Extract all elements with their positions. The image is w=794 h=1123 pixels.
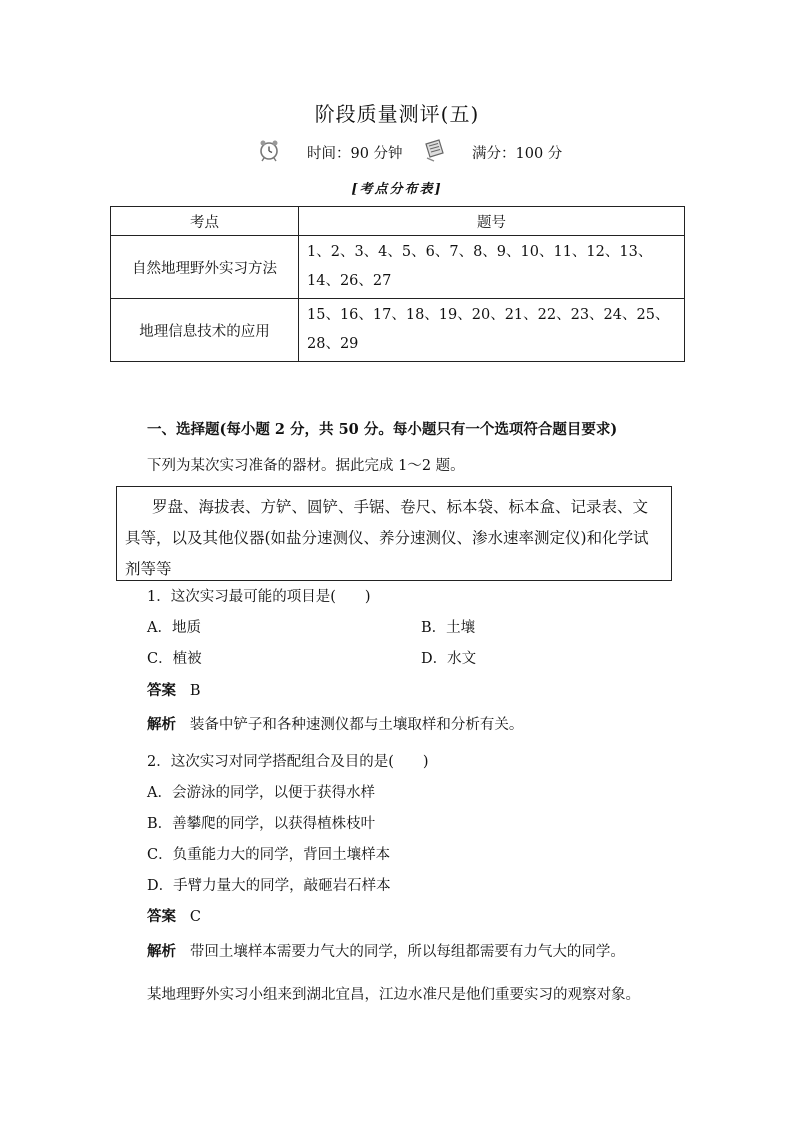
table-cell-numbers: 1、2、3、4、5、6、7、8、9、10、11、12、13、14、26、27	[299, 236, 685, 299]
material-box	[116, 486, 672, 581]
analysis-text: 装备中铲子和各种速测仪都与土壤取样和分析有关。	[189, 717, 524, 733]
q1-option-c: C．植被	[147, 651, 202, 667]
answer-value: C	[189, 909, 201, 925]
answer-label: 答案	[147, 682, 176, 699]
page-title: 阶段质量测评(五)	[314, 102, 480, 126]
q1-analysis	[147, 713, 523, 734]
table-cell-topic: 自然地理野外实习方法	[111, 236, 299, 299]
section-heading: 一、选择题(每小题 2 分，共 50 分。每小题只有一个选项符合题目要求)	[147, 421, 618, 438]
question-1-stem: 1．这次实习最可能的项目是( )	[147, 589, 371, 605]
q2-option-a: A．会游泳的同学，以便于获得水样	[147, 785, 375, 801]
q1-answer	[147, 679, 200, 700]
column-header-numbers: 题号	[299, 207, 685, 236]
time-limit: 时间：90 分钟	[307, 146, 403, 162]
table-row	[111, 299, 685, 362]
column-header-topic: 考点	[111, 207, 299, 236]
q1-option-d: D．水文	[421, 651, 477, 667]
q1-option-a: A．地质	[147, 620, 201, 636]
table-row	[111, 236, 685, 299]
analysis-label: 解析	[147, 716, 176, 733]
exam-meta	[0, 138, 794, 166]
alarm-clock-icon	[257, 138, 281, 162]
answer-label: 答案	[147, 908, 176, 925]
table-cell-numbers: 15、16、17、18、19、20、21、22、23、24、25、28、29	[299, 299, 685, 362]
table-cell-topic: 地理信息技术的应用	[111, 299, 299, 362]
q2-answer	[147, 905, 201, 926]
distribution-table-title: [考点分布表]	[351, 182, 443, 197]
material-intro: 下列为某次实习准备的器材。据此完成 1～2 题。	[147, 458, 465, 474]
full-score: 满分：100 分	[472, 146, 563, 162]
q2-option-b: B．善攀爬的同学，以获得植株枝叶	[147, 816, 376, 832]
material-text: 罗盘、海拔表、方铲、圆铲、手锯、卷尺、标本袋、标本盒、记录表、文具等，以及其他仪器(如盐分速测仪、养分速测仪、渗水速率测定仪)和化学试剂等等	[125, 498, 649, 578]
exam-paper-icon	[422, 138, 446, 162]
q2-analysis	[147, 940, 625, 961]
answer-value: B	[189, 683, 201, 699]
table-header-row	[111, 207, 685, 236]
q2-option-c: C．负重能力大的同学，背回土壤样本	[147, 847, 391, 863]
next-material-intro: 某地理野外实习小组来到湖北宜昌，江边水准尺是他们重要实习的观察对象。	[147, 987, 640, 1003]
q1-option-b: B．土壤	[421, 620, 476, 636]
topic-distribution-table	[110, 206, 685, 362]
analysis-label: 解析	[147, 944, 176, 960]
question-2-stem: 2．这次实习对同学搭配组合及目的是( )	[147, 754, 429, 770]
analysis-text: 带回土壤样本需要力气大的同学，所以每组都需要有力气大的同学。	[189, 944, 625, 960]
q2-option-d: D．手臂力量大的同学，敲砸岩石样本	[147, 878, 391, 894]
